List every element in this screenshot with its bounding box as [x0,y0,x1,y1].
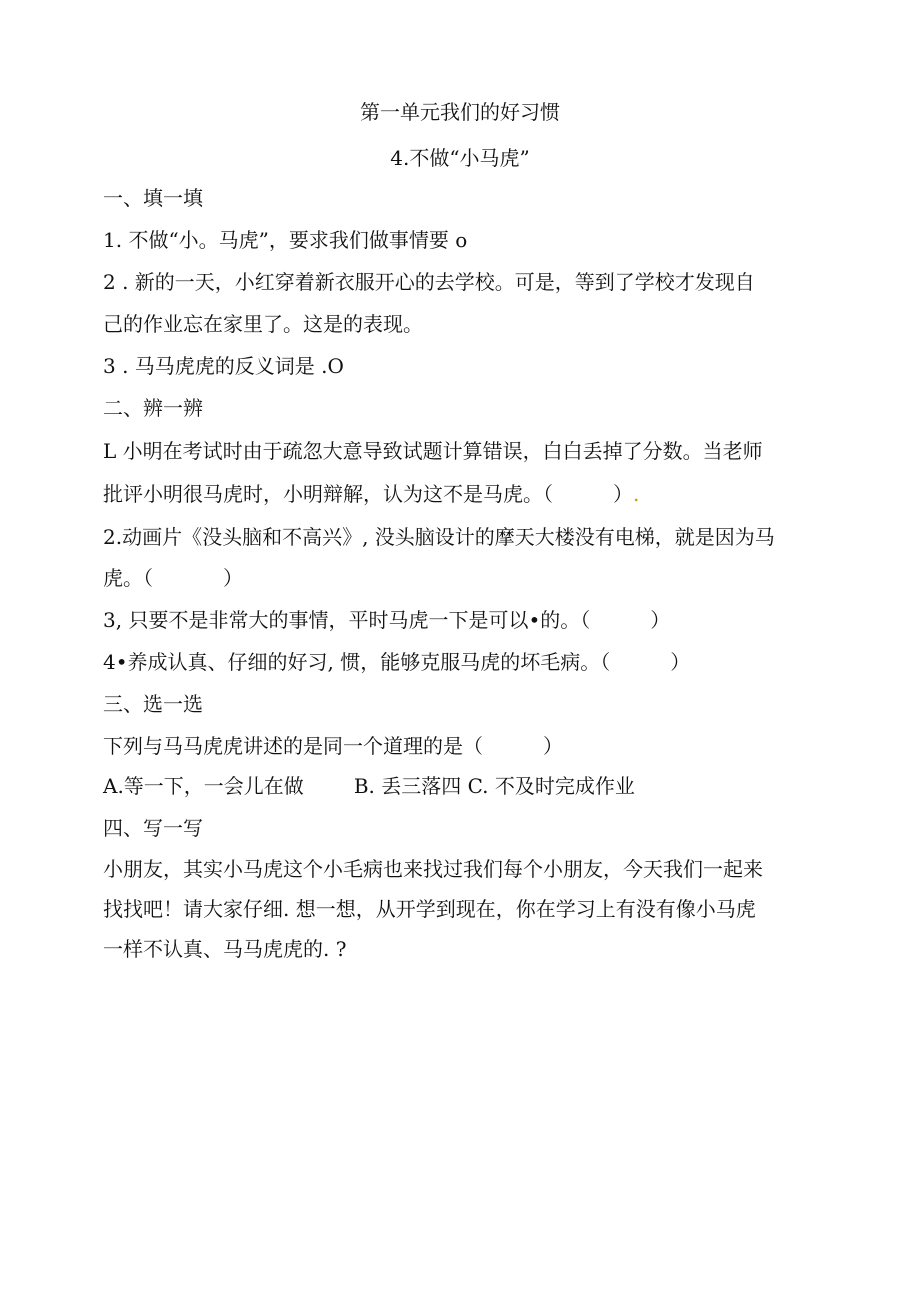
page-title: 第一单元我们的好习惯 [360,100,560,124]
section-4-paragraph-line-2: 找找吧！请大家仔细. 想一想，从开学到现在，你在学习上有没有像小马虎 [103,897,756,921]
section-3-question [103,732,563,760]
section-2-question-2-line-1: 2.动画片《没头脑和不高兴》, 没头脑设计的摩天大楼没有电梯，就是因为马 [103,525,775,549]
answer-paren-close: ） [650,608,671,632]
option-a: A.等一下，一会儿在做 [103,774,304,798]
section-3-options [103,772,635,800]
lesson-title: 4.不做“小马虎” [390,146,530,170]
section-2-question-2-line-2 [103,564,243,592]
section-2-question-3-text: 3, 只要不是非常大的事情，平时马虎一下是可以•的。（ [103,608,591,632]
section-2-question-1-line-1: L 小明在考试时由于疏忽大意导致试题计算错误，白白丢掉了分数。当老师 [103,439,763,463]
trailing-dot: . [633,482,640,506]
option-b-c: B. 丢三落四 C. 不及时完成作业 [353,774,635,798]
section-2-question-1-text: 批评小明很马虎时，小明辩解，认为这不是马虎。（ [103,482,553,506]
section-2-question-3 [103,606,670,634]
section-2-question-2-text: 虎。（ [103,566,153,590]
section-1-question-2-line-1: 2 . 新的一天，小红穿着新衣服开心的去学校。可是，等到了学校才发现自 [103,270,755,294]
section-4-paragraph-line-1: 小朋友，其实小马虎这个小毛病也来找过我们每个小朋友，今天我们一起来 [103,857,763,881]
section-2-heading: 二、辨一辨 [103,396,203,420]
section-3-heading: 三、选一选 [103,692,203,716]
section-1-question-1: 1. 不做“小。马虎”，要求我们做事情要 o [103,228,468,252]
section-1-heading: 一、填一填 [103,186,203,210]
section-2-question-4 [103,648,690,676]
section-4-heading: 四、写一写 [103,816,203,840]
answer-paren-close: ） [670,650,691,674]
section-1-question-2-line-2: 己的作业忘在家里了。这是的表现。 [103,312,423,336]
section-1-question-3: 3 . 马马虎虎的反义词是 .O [103,354,344,378]
answer-paren-close: ） [613,482,633,506]
section-3-question-text: 下列与马马虎虎讲述的是同一个道理的是（ [103,734,483,758]
answer-paren-close: ） [223,566,243,590]
answer-paren-close: ） [543,734,563,758]
section-4-paragraph-line-3: 一样不认真、马马虎虎的. ? [103,937,347,961]
section-2-question-1-line-2 [103,480,639,508]
section-2-question-4-text: 4•养成认真、仔细的好习, 惯，能够克服马虎的坏毛病。（ [103,650,611,674]
